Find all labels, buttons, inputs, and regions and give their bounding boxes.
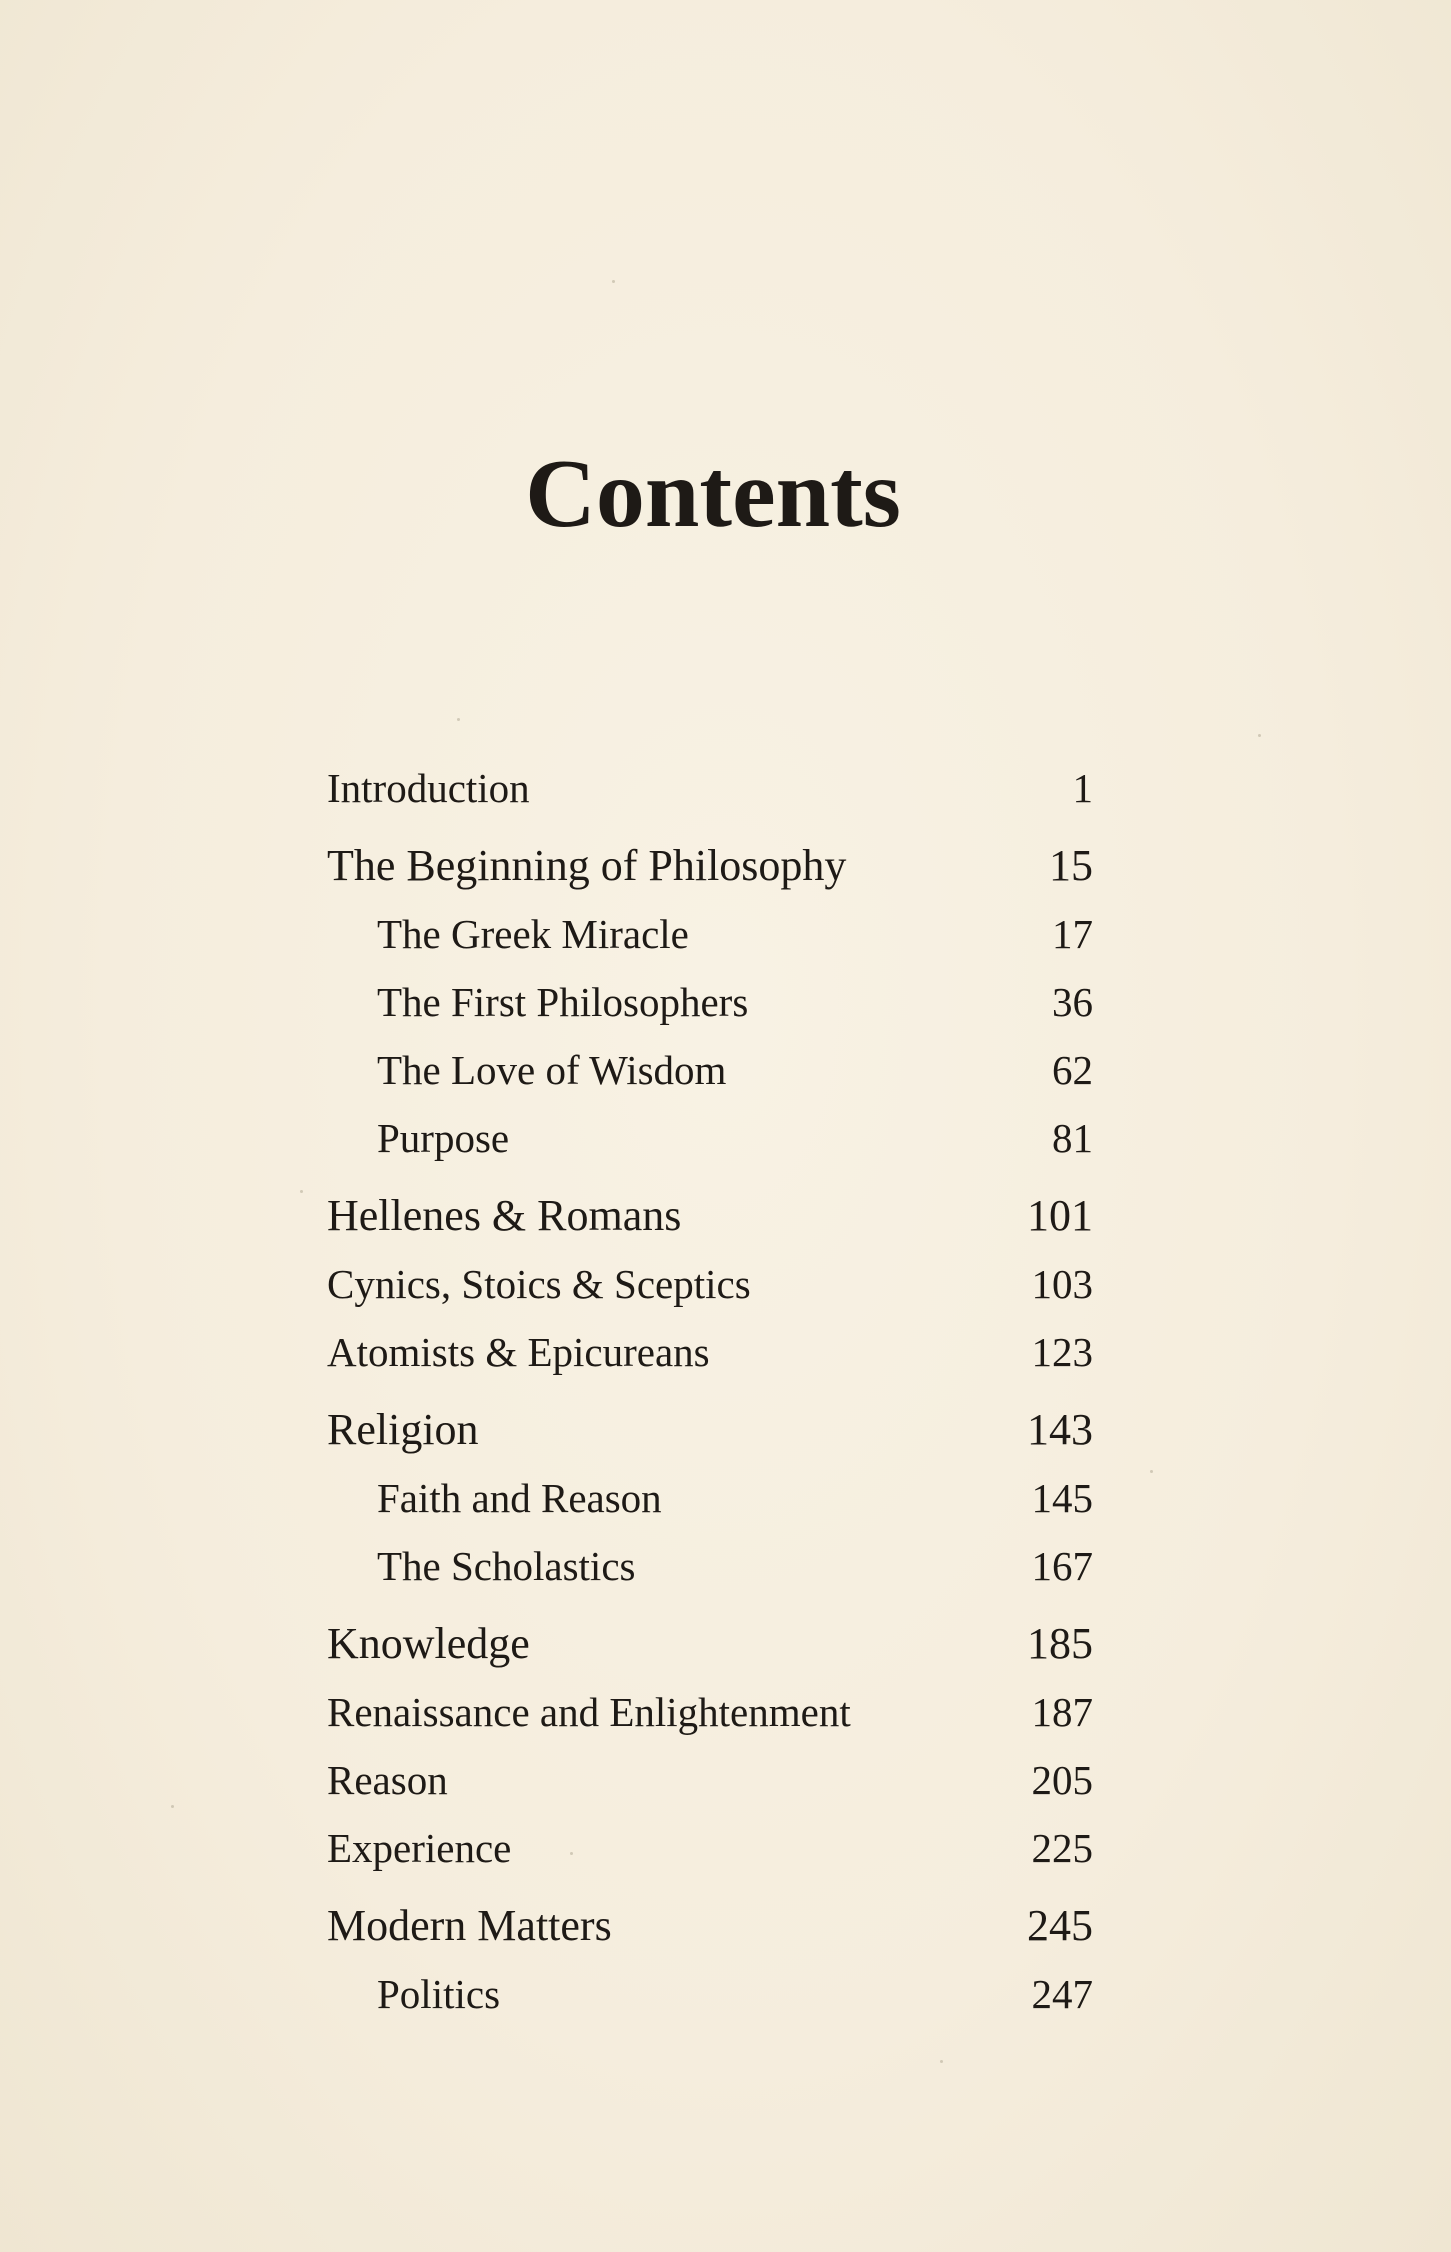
- toc-entry-title: Faith and Reason: [377, 1475, 662, 1521]
- toc-entry-page: 187: [1031, 1689, 1093, 1735]
- paper-speck: [300, 1190, 303, 1193]
- toc-entry-page: 225: [1031, 1825, 1093, 1871]
- toc-entry-title: Experience: [327, 1825, 512, 1871]
- toc-entry-title: Politics: [377, 1971, 501, 2017]
- toc-entry-chapter: [327, 1746, 1093, 1814]
- toc-entry-page: 36: [1052, 979, 1093, 1025]
- toc-entry-page: 81: [1052, 1115, 1093, 1161]
- toc-entry-page: 15: [1049, 841, 1093, 890]
- toc-entry-chapter: [327, 1250, 1093, 1318]
- toc-entry-chapter: [327, 1814, 1093, 1882]
- paper-speck: [171, 1805, 174, 1808]
- toc-entry-page: 17: [1052, 911, 1093, 957]
- toc-entry-title: The Scholastics: [377, 1543, 636, 1589]
- toc-entry-part: [327, 1182, 1093, 1250]
- paper-speck: [1258, 734, 1261, 737]
- toc-entry-title: Religion: [327, 1405, 479, 1454]
- toc-entry-chapter: [327, 1318, 1093, 1386]
- toc-entry-page: 247: [1031, 1971, 1093, 2017]
- toc-entry-page: 103: [1031, 1261, 1093, 1307]
- toc-entry-page: 101: [1027, 1191, 1093, 1240]
- paper-speck: [940, 2060, 943, 2063]
- toc-entry-part: [327, 1610, 1093, 1678]
- toc-entry-page: 205: [1031, 1757, 1093, 1803]
- toc-entry-part: [327, 1892, 1093, 1960]
- toc-entry-page: 245: [1027, 1901, 1093, 1950]
- toc-entry-title: Knowledge: [327, 1619, 530, 1668]
- toc-entry-page: 185: [1027, 1619, 1093, 1668]
- toc-entry-chapter: [327, 1104, 1093, 1172]
- toc-entry-chapter: [327, 1960, 1093, 2028]
- toc-entry-page: 143: [1027, 1405, 1093, 1454]
- paper-speck: [1150, 1470, 1153, 1473]
- toc-entry-title: Hellenes & Romans: [327, 1191, 682, 1240]
- toc-entry-introduction: [327, 754, 1093, 822]
- toc-entry-chapter: [327, 1532, 1093, 1600]
- toc-entry-title: Purpose: [377, 1115, 510, 1161]
- toc-entry-title: The Greek Miracle: [377, 911, 689, 957]
- toc-entry-chapter: [327, 1464, 1093, 1532]
- toc-entry-title: Modern Matters: [327, 1901, 612, 1950]
- toc-entry-title: Renaissance and Enlightenment: [327, 1689, 851, 1735]
- toc-entry-title: The First Philosophers: [377, 979, 749, 1025]
- toc-entry-page: 62: [1052, 1047, 1093, 1093]
- table-of-contents: [327, 754, 1093, 2028]
- toc-entry-chapter: [327, 1036, 1093, 1104]
- toc-entry-chapter: [327, 968, 1093, 1036]
- page-title: Contents: [525, 439, 901, 548]
- toc-entry-chapter: [327, 900, 1093, 968]
- toc-entry-title: Cynics, Stoics & Sceptics: [327, 1261, 751, 1307]
- toc-entry-title: Atomists & Epicureans: [327, 1329, 710, 1375]
- toc-entry-chapter: [327, 1678, 1093, 1746]
- toc-entry-page: 167: [1031, 1543, 1093, 1589]
- toc-entry-part: [327, 1396, 1093, 1464]
- paper-speck: [612, 280, 615, 283]
- toc-entry-page: 123: [1031, 1329, 1093, 1375]
- toc-entry-title: The Beginning of Philosophy: [327, 841, 847, 890]
- toc-entry-page: 145: [1031, 1475, 1093, 1521]
- toc-entry-page: 1: [1072, 765, 1093, 811]
- toc-entry-title: Introduction: [327, 765, 530, 811]
- toc-entry-part: [327, 832, 1093, 900]
- paper-speck: [457, 718, 460, 721]
- toc-entry-title: The Love of Wisdom: [377, 1047, 727, 1093]
- toc-entry-title: Reason: [327, 1757, 448, 1803]
